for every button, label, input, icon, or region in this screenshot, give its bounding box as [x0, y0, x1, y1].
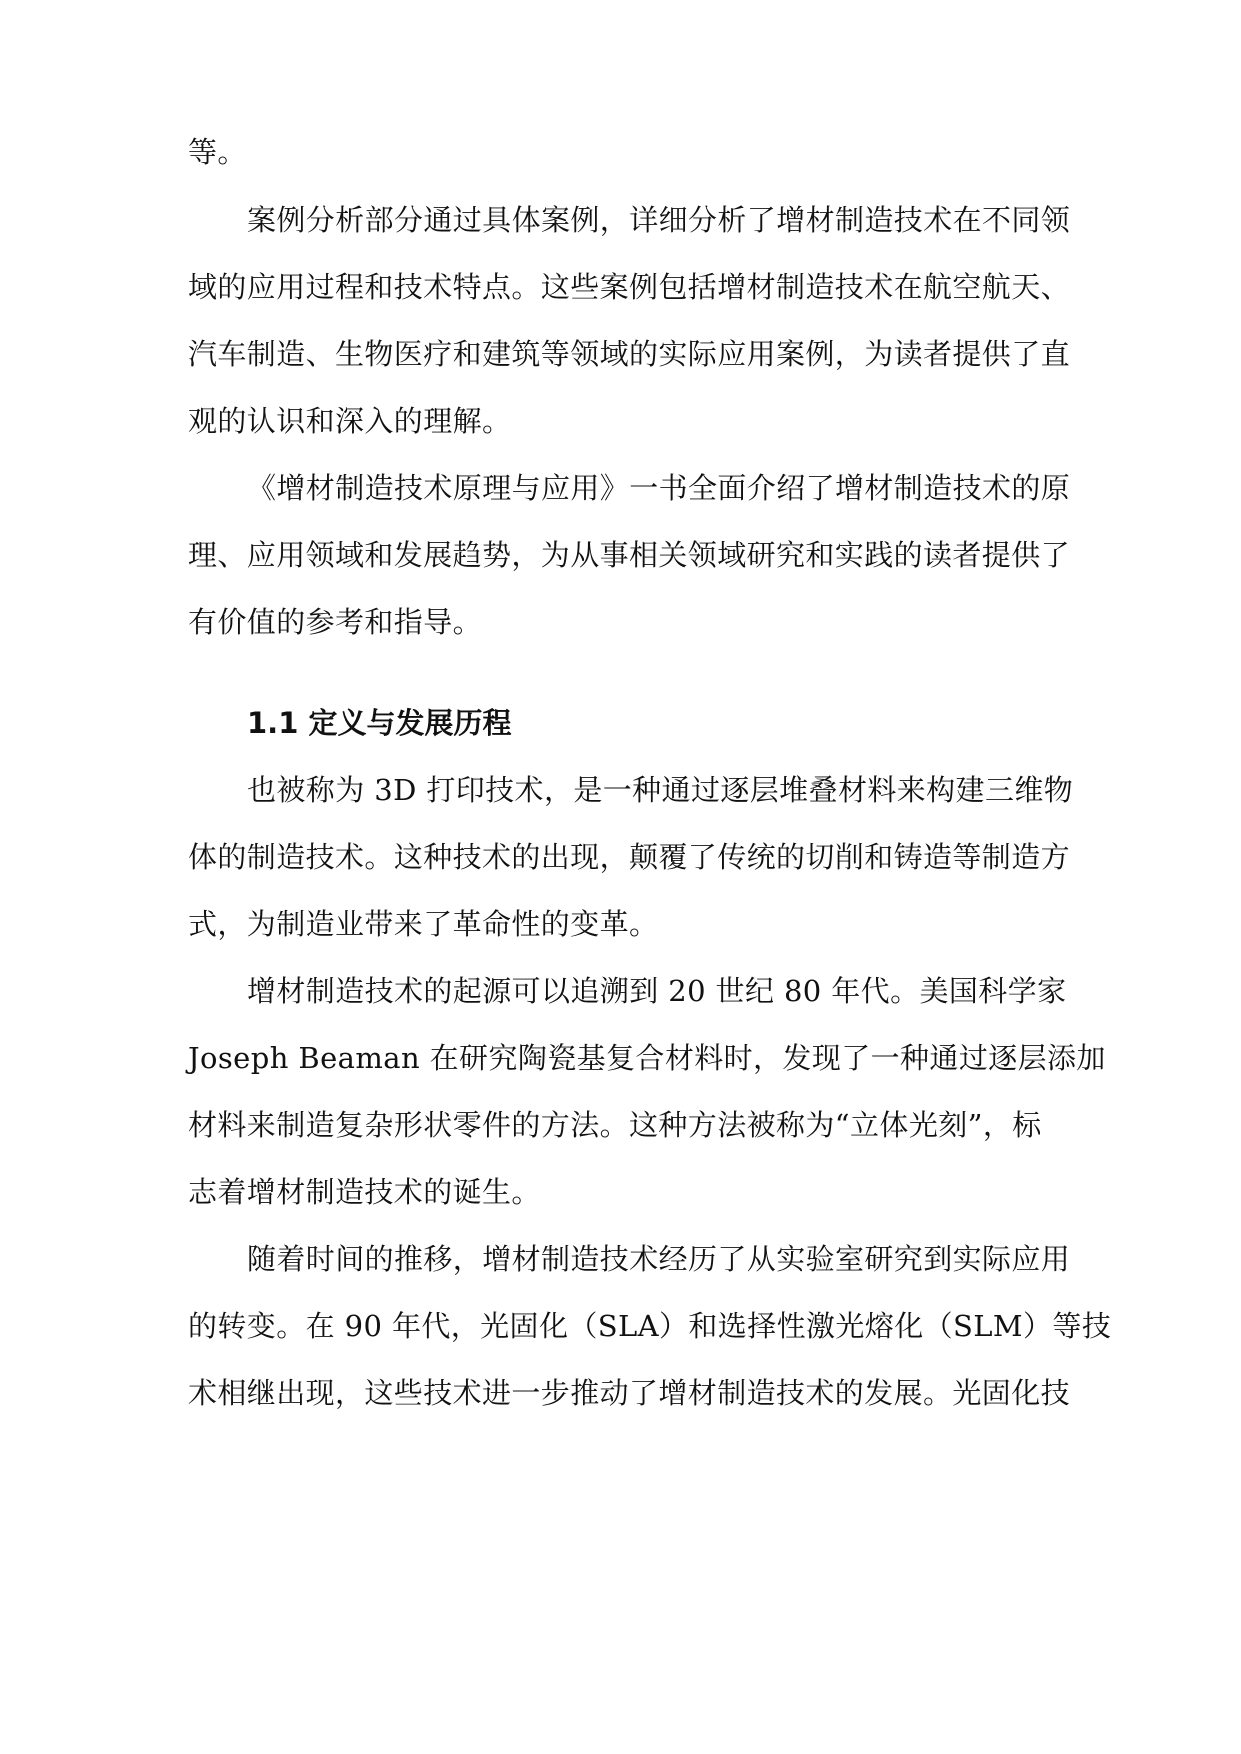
- text-line: 有价值的参考和指导。: [188, 605, 483, 639]
- text-line: 体的制造技术。这种技术的出现，颠覆了传统的切削和铸造等制造方: [188, 840, 1071, 874]
- paragraph-first-line: 也被称为 3D 打印技术，是一种通过逐层堆叠材料来构建三维物: [247, 773, 1074, 807]
- section-heading: 1.1 定义与发展历程: [247, 706, 512, 740]
- paragraph-first-line: 增材制造技术的起源可以追溯到 20 世纪 80 年代。美国科学家: [247, 974, 1067, 1008]
- text-line: 术相继出现，这些技术进一步推动了增材制造技术的发展。光固化技: [188, 1376, 1071, 1410]
- text-line: 域的应用过程和技术特点。这些案例包括增材制造技术在航空航天、: [188, 270, 1071, 304]
- text-line: 观的认识和深入的理解。: [188, 404, 512, 438]
- paragraph-first-line: 《增材制造技术原理与应用》一书全面介绍了增材制造技术的原: [247, 471, 1071, 505]
- text-line: Joseph Beaman 在研究陶瓷基复合材料时，发现了一种通过逐层添加: [188, 1041, 1106, 1075]
- text-line: 式，为制造业带来了革命性的变革。: [188, 907, 659, 941]
- text-line: 材料来制造复杂形状零件的方法。这种方法被称为“立体光刻”，标: [188, 1108, 1042, 1142]
- text-line: 的转变。在 90 年代，光固化（SLA）和选择性激光熔化（SLM）等技: [188, 1309, 1112, 1343]
- text-line: 志着增材制造技术的诞生。: [188, 1175, 541, 1209]
- text-line: 等。: [188, 135, 247, 169]
- text-line: 汽车制造、生物医疗和建筑等领域的实际应用案例，为读者提供了直: [188, 337, 1071, 371]
- paragraph-first-line: 随着时间的推移，增材制造技术经历了从实验室研究到实际应用: [247, 1242, 1071, 1276]
- paragraph-first-line: 案例分析部分通过具体案例，详细分析了增材制造技术在不同领: [247, 203, 1071, 237]
- text-line: 理、应用领域和发展趋势，为从事相关领域研究和实践的读者提供了: [188, 538, 1071, 572]
